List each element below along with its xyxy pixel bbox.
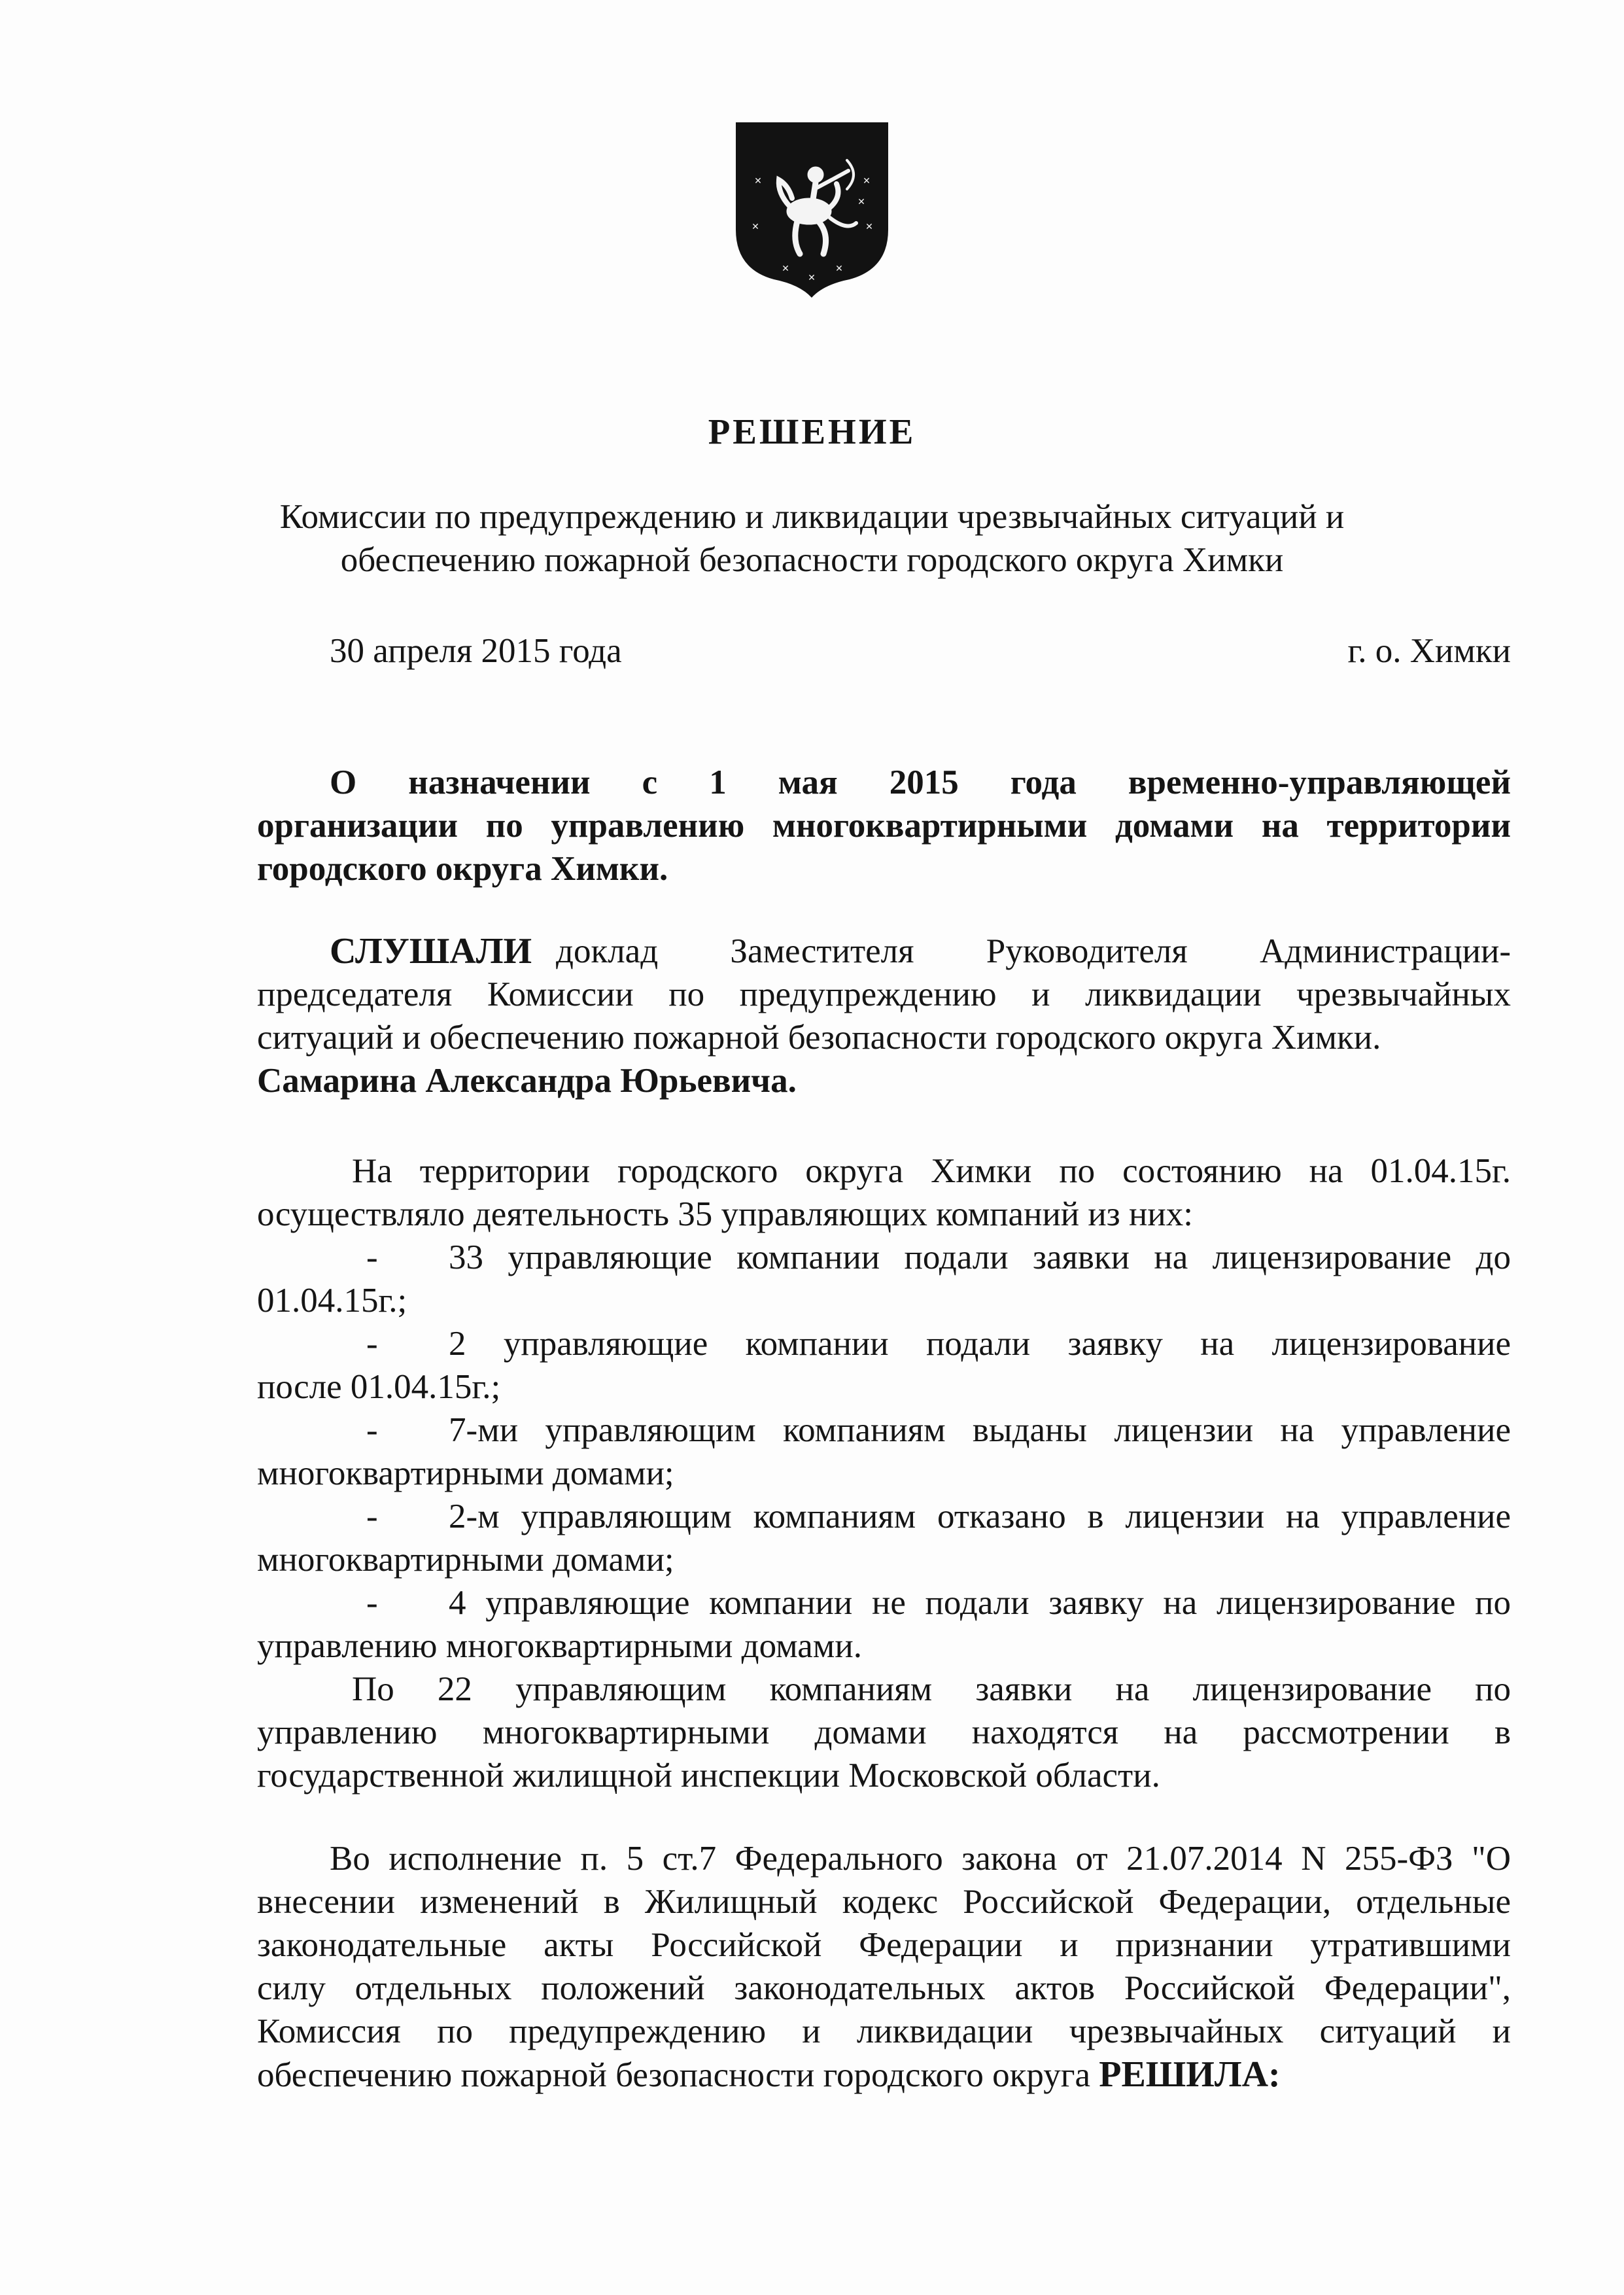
list-item-line-1: 2 управляющие компании подали заявку на лицензирование [449, 1325, 1511, 1363]
list-item-line-2: после 01.04.15г.; [257, 1368, 501, 1406]
svg-text:✕: ✕ [857, 197, 865, 207]
heading-line-2: организации по управлению многоквартирными домами на территории [257, 807, 1511, 845]
execution-line-2: внесении изменений в Жилищный кодекс Российской Федерации, отдельные [257, 1883, 1511, 1921]
subtitle-line-2: обеспечению пожарной безопасности городского округа Химки [340, 541, 1284, 579]
status-line-1: На территории городского округа Химки по состоянию на 01.04.15г. [352, 1152, 1511, 1190]
execution-line-6-text: обеспечению пожарной безопасности городского округа [257, 2056, 1090, 2094]
list-item-line-2: 01.04.15г.; [257, 1282, 407, 1320]
list-item-line-2: многоквартирными домами; [257, 1454, 674, 1492]
document-place: г. о. Химки [1347, 632, 1511, 670]
list-item-dash: - [366, 1498, 378, 1535]
heard-line-1 [330, 930, 1511, 973]
list-item-line-2: многоквартирными домами; [257, 1541, 674, 1579]
svg-text:✕: ✕ [863, 176, 871, 186]
heard-line-3: ситуаций и обеспечению пожарной безопасности городского округа Химки. [257, 1019, 1381, 1057]
document-title: РЕШЕНИЕ [708, 412, 916, 451]
decided-bold-word: РЕШИЛА: [1099, 2054, 1281, 2095]
list-item-line-2: управлению многоквартирными домами. [257, 1627, 862, 1665]
pending-line-3: государственной жилищной инспекции Московской области. [257, 1757, 1160, 1795]
heard-line-1-rest: доклад Заместителя Руководителя Администрации- [556, 932, 1511, 970]
speaker-name: Самарина Александра Юрьевича. [257, 1062, 797, 1100]
list-item-dash: - [366, 1584, 378, 1622]
execution-line-1: Во исполнение п. 5 ст.7 Федерального закона от 21.07.2014 N 255-ФЗ "О [330, 1840, 1511, 1878]
list-item-dash: - [366, 1325, 378, 1363]
subtitle-line-1: Комиссии по предупреждению и ликвидации чрезвычайных ситуаций и [279, 498, 1345, 536]
execution-line-5: Комиссия по предупреждению и ликвидации чрезвычайных ситуаций и [257, 2012, 1511, 2050]
execution-line-6 [257, 2053, 1281, 2097]
execution-line-3: законодательные акты Российской Федерации и признании утратившими [257, 1926, 1511, 1964]
document-date: 30 апреля 2015 года [330, 632, 622, 670]
list-item-line-1: 2-м управляющим компаниям отказано в лицензии на управление [449, 1498, 1511, 1535]
pending-line-2: управлению многоквартирными домами находятся на рассмотрении в [257, 1713, 1511, 1751]
list-item-line-1: 4 управляющие компании не подали заявку на лицензирование по [449, 1584, 1511, 1622]
heading-line-1: О назначении с 1 мая 2015 года временно-управляющей [330, 763, 1511, 801]
heard-line-2: председателя Комиссии по предупреждению и ликвидации чрезвычайных [257, 975, 1511, 1013]
execution-line-4: силу отдельных положений законодательных актов Российской Федерации", [257, 1969, 1511, 2007]
svg-text:✕: ✕ [865, 222, 873, 232]
status-line-2: осуществляло деятельность 35 управляющих компаний из них: [257, 1195, 1193, 1233]
svg-text:✕: ✕ [752, 222, 759, 232]
list-item-line-1: 33 управляющие компании подали заявки на лицензирование до [449, 1238, 1511, 1276]
heard-bold-word: СЛУШАЛИ [330, 931, 532, 972]
list-item-dash: - [366, 1238, 378, 1276]
svg-text:✕: ✕ [754, 176, 762, 186]
pending-line-1: По 22 управляющим компаниям заявки на лицензирование по [352, 1670, 1511, 1708]
svg-text:✕: ✕ [782, 264, 789, 274]
svg-text:✕: ✕ [808, 273, 816, 283]
svg-text:✕: ✕ [835, 264, 843, 274]
heading-line-3: городского округа Химки. [257, 850, 668, 888]
list-item-line-1: 7-ми управляющим компаниям выданы лицензии на управление [449, 1411, 1511, 1449]
coat-of-arms-emblem [732, 120, 892, 300]
list-item-dash: - [366, 1411, 378, 1449]
